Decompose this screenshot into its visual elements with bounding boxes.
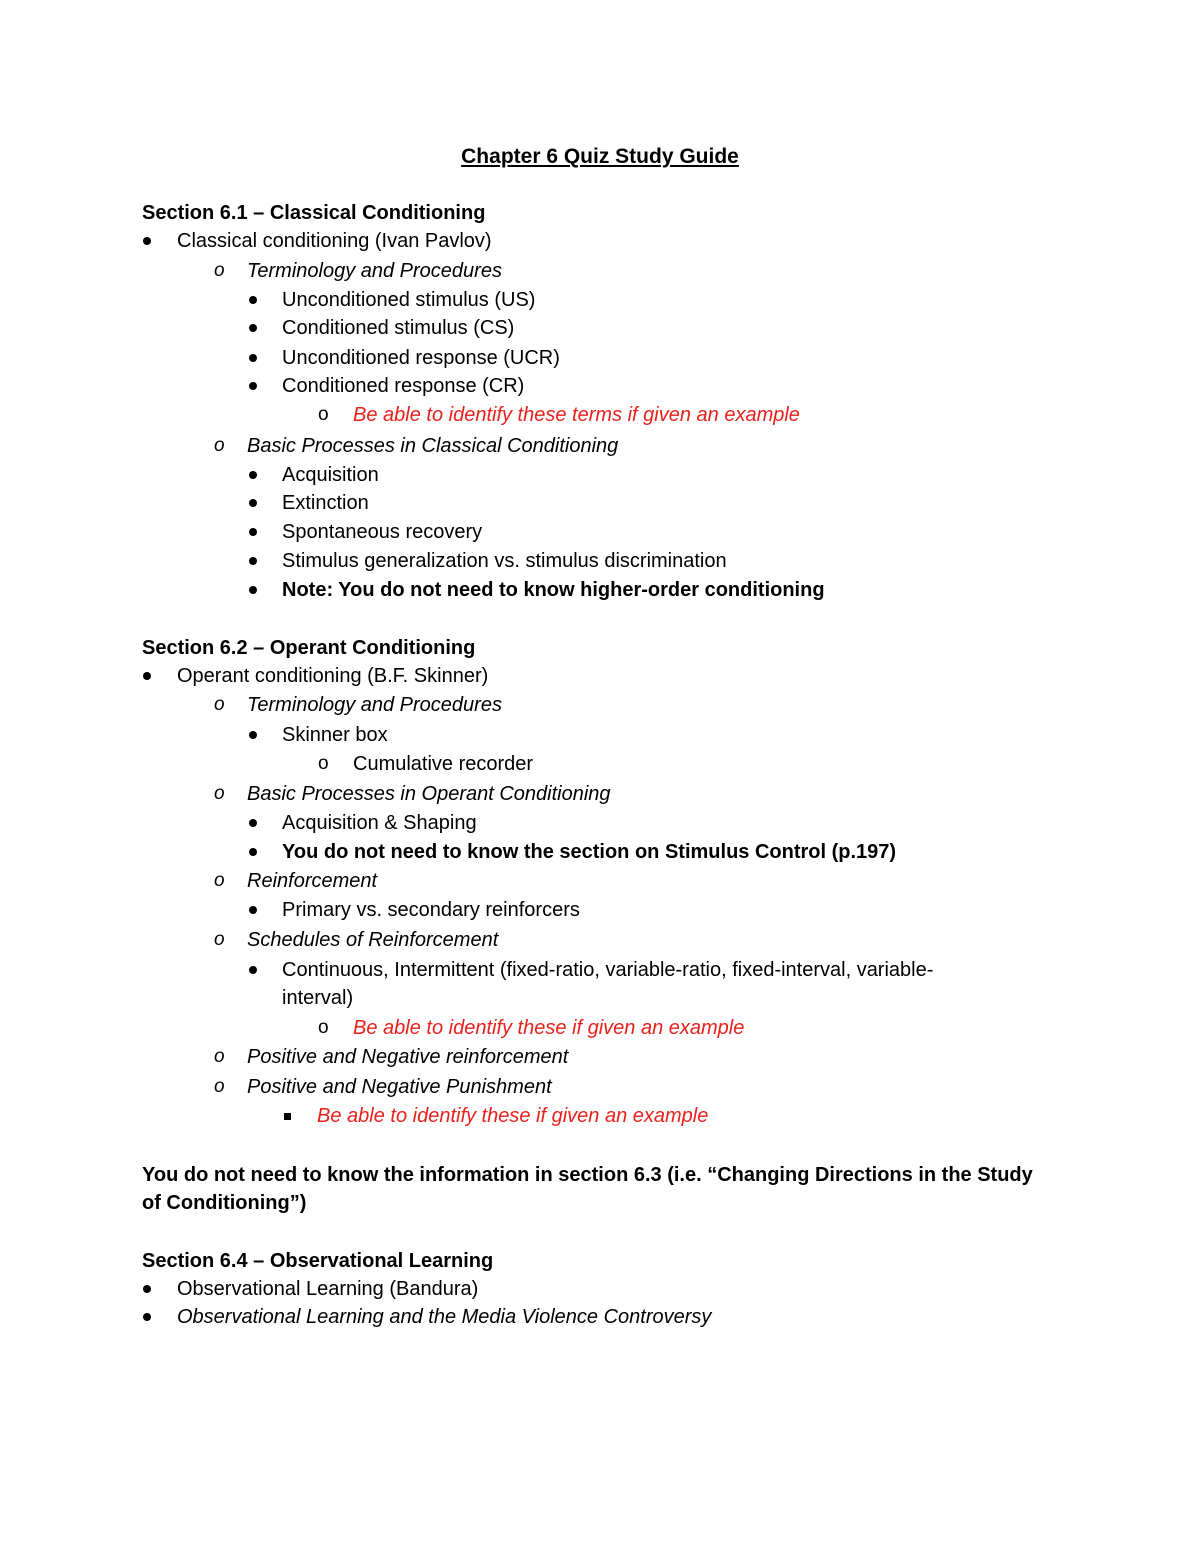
bullet-dot-icon — [143, 1313, 151, 1321]
bullet-dot-icon — [249, 906, 257, 914]
bullet-o-icon: o — [214, 694, 225, 715]
bullet-dot-icon — [249, 354, 257, 362]
list-item: Extinction — [282, 492, 369, 514]
list-item: Conditioned stimulus (CS) — [282, 317, 515, 339]
bullet-o-icon: o — [318, 404, 329, 425]
bullet-dot-icon — [249, 471, 257, 479]
bullet-o-icon: o — [214, 929, 225, 950]
bullet-dot-icon — [143, 672, 151, 680]
subheading-reinforcement-types: Positive and Negative reinforcement — [247, 1046, 569, 1068]
subheading-reinforcement: Reinforcement — [247, 870, 378, 892]
bullet-dot-icon — [249, 382, 257, 390]
note-red: Be able to identify these if given an example — [317, 1105, 709, 1127]
bullet-dot-icon — [249, 296, 257, 304]
note-bold: You do not need to know the section on Stimulus Control (p.197) — [282, 841, 897, 863]
document-title: Chapter 6 Quiz Study Guide — [461, 145, 739, 168]
list-item: Observational Learning and the Media Violence Controversy — [177, 1306, 712, 1328]
section-6-2-heading: Section 6.2 – Operant Conditioning — [142, 637, 476, 659]
list-item-continuation: interval) — [282, 987, 354, 1009]
list-item: Conditioned response (CR) — [282, 375, 525, 397]
subheading-punishment-types: Positive and Negative Punishment — [247, 1076, 552, 1098]
bullet-dot-icon — [249, 848, 257, 856]
list-item: Stimulus generalization vs. stimulus discrimination — [282, 550, 727, 572]
section-6-4-heading: Section 6.4 – Observational Learning — [142, 1250, 494, 1272]
bullet-o-icon: o — [214, 435, 225, 456]
bullet-dot-icon — [249, 324, 257, 332]
bullet-o-icon: o — [214, 260, 225, 281]
subheading-schedules: Schedules of Reinforcement — [247, 929, 499, 951]
list-item: Unconditioned response (UCR) — [282, 347, 560, 369]
subheading-basic-processes: Basic Processes in Classical Conditioning — [247, 435, 619, 457]
subheading-terminology: Terminology and Procedures — [247, 260, 502, 282]
bullet-o-icon: o — [214, 1046, 225, 1067]
bullet-o-icon: o — [318, 1017, 329, 1038]
list-item: Primary vs. secondary reinforcers — [282, 899, 580, 921]
bullet-o-icon: o — [214, 783, 225, 804]
bullet-dot-icon — [249, 586, 257, 594]
list-item: Spontaneous recovery — [282, 521, 483, 543]
list-item: Unconditioned stimulus (US) — [282, 289, 536, 311]
bullet-dot-icon — [249, 528, 257, 536]
bullet-o-icon: o — [214, 870, 225, 891]
list-item: Cumulative recorder — [353, 753, 534, 775]
subheading-basic-processes: Basic Processes in Operant Conditioning — [247, 783, 611, 805]
bullet-dot-icon — [249, 557, 257, 565]
bullet-square-icon — [284, 1113, 291, 1120]
list-item: Acquisition & Shaping — [282, 812, 477, 834]
subheading-terminology: Terminology and Procedures — [247, 694, 502, 716]
list-item: Observational Learning (Bandura) — [177, 1278, 479, 1300]
bullet-dot-icon — [249, 731, 257, 739]
list-item: Continuous, Intermittent (fixed-ratio, variable-ratio, fixed-interval, variable- — [282, 959, 934, 981]
list-item: Skinner box — [282, 724, 388, 746]
bullet-o-icon: o — [318, 753, 329, 774]
bullet-o-icon: o — [214, 1076, 225, 1097]
section-6-3-note: You do not need to know the information in section 6.3 (i.e. “Changing Directions in the Study — [142, 1164, 1033, 1186]
list-item: Acquisition — [282, 464, 379, 486]
bullet-dot-icon — [249, 499, 257, 507]
bullet-dot-icon — [249, 819, 257, 827]
list-item: Operant conditioning (B.F. Skinner) — [177, 665, 489, 687]
note-red: Be able to identify these if given an example — [353, 1017, 745, 1039]
section-6-3-note-continuation: of Conditioning”) — [142, 1192, 307, 1214]
bullet-dot-icon — [143, 237, 151, 245]
list-item: Classical conditioning (Ivan Pavlov) — [177, 230, 492, 252]
note-bold: Note: You do not need to know higher-order conditioning — [282, 579, 825, 601]
bullet-dot-icon — [143, 1285, 151, 1293]
bullet-dot-icon — [249, 966, 257, 974]
note-red: Be able to identify these terms if given an example — [353, 404, 800, 426]
section-6-1-heading: Section 6.1 – Classical Conditioning — [142, 202, 486, 224]
